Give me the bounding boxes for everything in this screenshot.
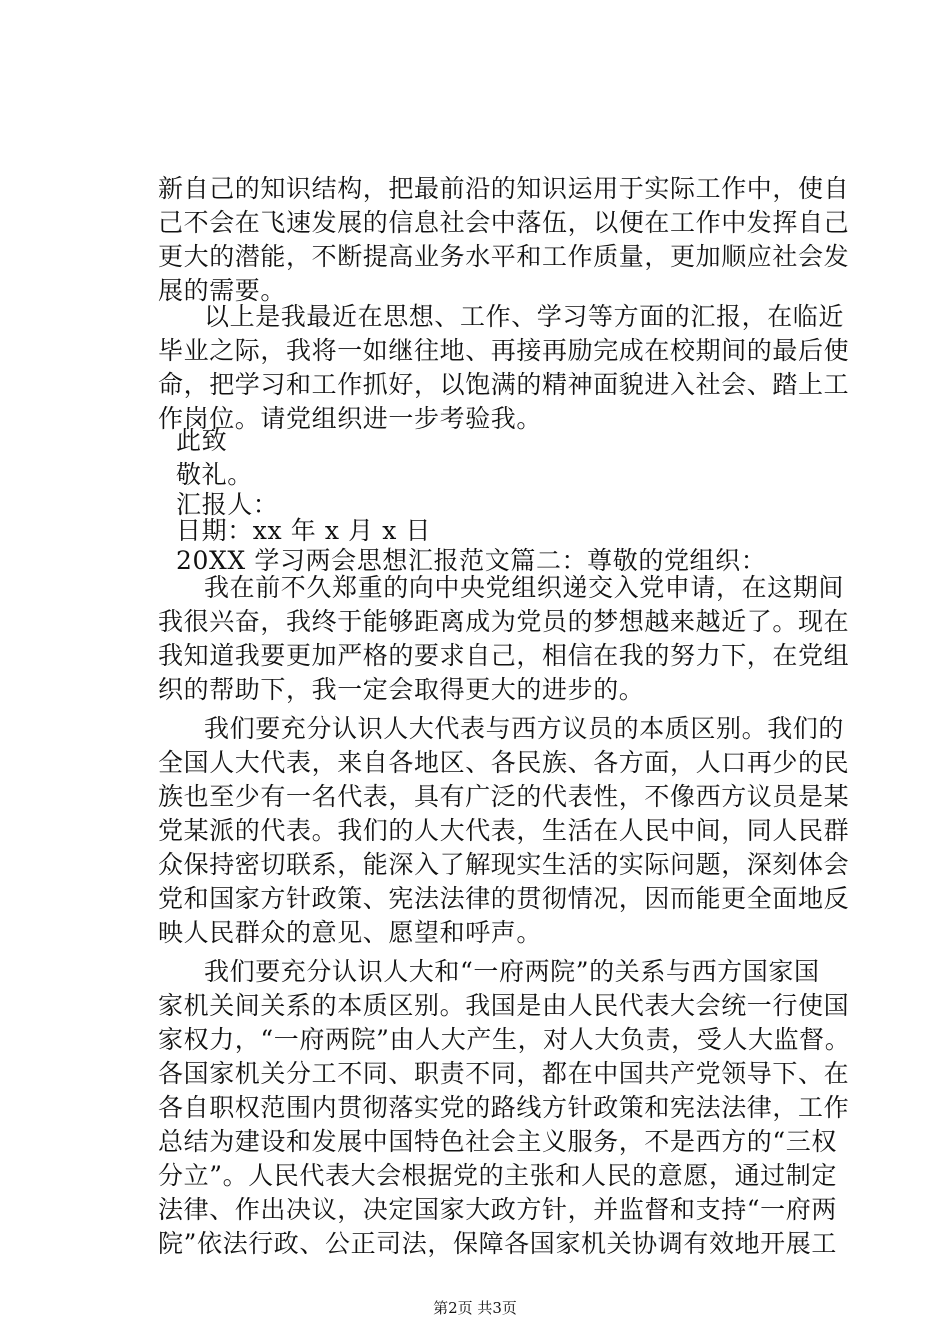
paragraph-line: 总结为建设和发展中国特色社会主义服务，不是西方的“三权: [158, 1127, 837, 1156]
paragraph-line: 我很兴奋，我终于能够距离成为党员的梦想越来越近了。现在: [158, 607, 850, 636]
page-number: 第2页 共3页: [433, 1299, 517, 1317]
paragraph-line: 我们要充分认识人大代表与西方议员的本质区别。我们的: [204, 714, 845, 743]
paragraph-line: 织的帮助下，我一定会取得更大的进步的。: [158, 675, 645, 704]
paragraph-line: 众保持密切联系，能深入了解现实生活的实际问题，深刻体会: [158, 850, 850, 879]
paragraph-line: 各国家机关分工不同、职责不同，都在中国共产党领导下、在: [158, 1059, 850, 1088]
paragraph-line: 映人民群众的意见、愿望和呼声。: [158, 918, 543, 947]
paragraph-line: 全国人大代表，来自各地区、各民族、各方面，人口再少的民: [158, 748, 850, 777]
date-line: 日期：xx 年 x 月 x 日: [176, 516, 432, 545]
paragraph-line: 展的需要。: [158, 276, 287, 305]
paragraph-line: 命，把学习和工作抓好，以饱满的精神面貌进入社会、踏上工: [158, 370, 850, 399]
paragraph-line: 家权力，“一府两院”由人大产生，对人大负责，受人大监督。: [158, 1025, 851, 1054]
section-heading: 20XX 学习两会思想汇报范文篇二：尊敬的党组织：: [176, 546, 767, 575]
paragraph-line: 法律、作出决议，决定国家大政方针，并监督和支持“一府两: [158, 1195, 837, 1224]
paragraph-line: 院”依法行政、公正司法，保障各国家机关协调有效地开展工: [158, 1229, 837, 1258]
paragraph-line: 党某派的代表。我们的人大代表，生活在人民中间，同人民群: [158, 816, 850, 845]
paragraph-line: 以上是我最近在思想、工作、学习等方面的汇报，在临近: [204, 302, 845, 331]
paragraph-line: 新自己的知识结构，把最前沿的知识运用于实际工作中，使自: [158, 174, 850, 203]
paragraph-line: 族也至少有一名代表，具有广泛的代表性，不像西方议员是某: [158, 782, 850, 811]
paragraph-line: 更大的潜能，不断提高业务水平和工作质量，更加顺应社会发: [158, 242, 850, 271]
paragraph-line: 我们要充分认识人大和“一府两院”的关系与西方国家国: [204, 957, 820, 986]
closing-salutation: 此致: [176, 426, 228, 455]
paragraph-line: 毕业之际，我将一如继往地、再接再励完成在校期间的最后使: [158, 336, 850, 365]
paragraph-line: 家机关间关系的本质区别。我国是由人民代表大会统一行使国: [158, 991, 850, 1020]
paragraph-line: 作岗位。请党组织进一步考验我。: [158, 404, 543, 433]
paragraph-line: 党和国家方针政策、宪法法律的贯彻情况，因而能更全面地反: [158, 884, 850, 913]
paragraph-line: 我知道我要更加严格的要求自己，相信在我的努力下，在党组: [158, 641, 850, 670]
reporter-label: 汇报人：: [176, 490, 279, 519]
paragraph-line: 我在前不久郑重的向中央党组织递交入党申请，在这期间: [204, 573, 845, 602]
paragraph-line: 己不会在飞速发展的信息社会中落伍，以便在工作中发挥自己: [158, 208, 850, 237]
paragraph-line: 各自职权范围内贯彻落实党的路线方针政策和宪法法律，工作: [158, 1093, 850, 1122]
closing-regards: 敬礼。: [176, 460, 253, 489]
paragraph-line: 分立”。人民代表大会根据党的主张和人民的意愿，通过制定: [158, 1161, 837, 1190]
